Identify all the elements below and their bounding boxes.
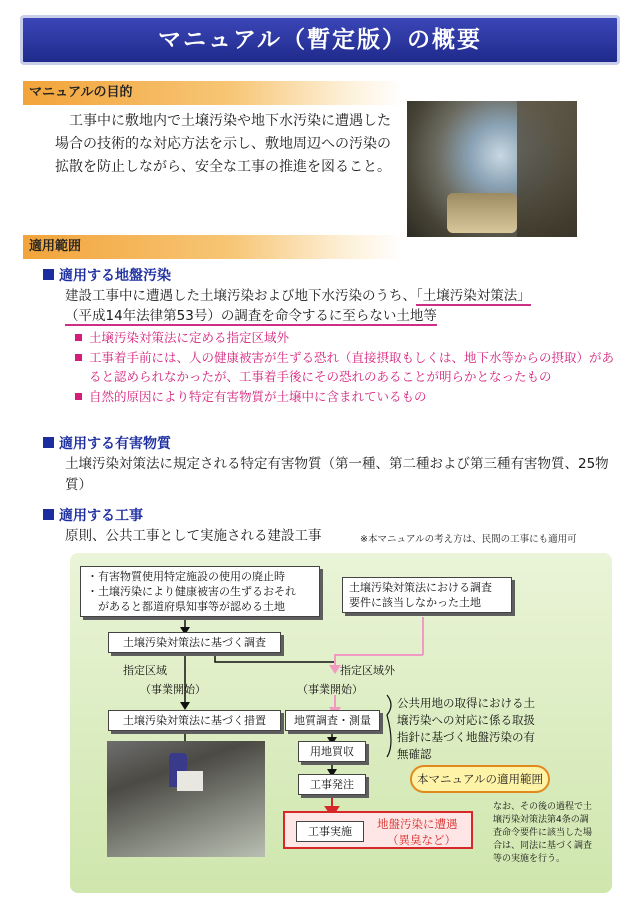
- subheading-works-label: 適用する工事: [59, 508, 143, 524]
- substance-text: 土壌汚染対策法に規定される特定有害物質（第一種、第二種および第三種有害物質、25物質）: [65, 456, 609, 493]
- flow-label-start-left: （事業開始）: [140, 683, 206, 696]
- footnote-line: 合は、同法に基づく調査: [493, 841, 593, 851]
- works-note: ※本マニュアルの考え方は、民間の工事にも適用可: [360, 534, 577, 545]
- flow-box-law-measures: 土壌汚染対策法に基づく措置: [108, 710, 281, 731]
- footnote: [493, 801, 608, 866]
- subheading-substance-label: 適用する有害物質: [59, 436, 171, 452]
- list-item: 自然的原因により特定有害物質が土壌中に含まれているもの: [75, 387, 615, 406]
- works-text: 原則、公共工事として実施される建設工事: [65, 528, 322, 544]
- page-title: マニュアル（暫定版）の概要: [20, 15, 620, 65]
- flow-box-land-acquisition: 用地買収: [298, 741, 366, 762]
- photo-sign: [177, 771, 203, 791]
- note-line: 公共用地の取得における土: [397, 696, 535, 710]
- footnote-line: なお、その後の過程で土: [493, 802, 593, 812]
- flow-box-line: 要件に該当しなかった土地: [349, 596, 481, 609]
- encounter-label-1: 地盤汚染に遭遇: [377, 817, 458, 831]
- flow-box-line: ・有害物質使用特定施設の使用の廃止時: [87, 570, 285, 583]
- flow-box-line: があると都道府県知事等が認める土地: [87, 600, 285, 613]
- note-line: 壌汚染への対応に係る取扱: [397, 713, 535, 727]
- manual-scope-callout: 本マニュアルの適用範囲: [410, 765, 550, 793]
- subheading-ground-label: 適用する地盤汚染: [59, 268, 171, 284]
- footnote-line: 等の実施を行う。: [493, 854, 566, 864]
- flow-box-abandoned-facilities: [80, 566, 320, 617]
- ground-line2-text: （平成14年法律第53号）の調査を命令するに至らない土地等: [65, 308, 437, 324]
- list-item: 工事着手前には、人の健康被害が生ずる恐れ（直接摂取もしくは、地下水等からの摂取）があると認められなかったが、工事着手後にその恐れのあることが明らかとなったもの: [75, 348, 615, 386]
- flow-box-execution: 工事実施: [296, 821, 364, 842]
- flow-box-line: ・土壌汚染により健康被害の生ずるおそれ: [87, 585, 296, 598]
- flow-box-nonqualifying-land: [342, 577, 512, 613]
- footnote-line: 査命令要件に該当した場: [493, 828, 593, 838]
- note-line: 無確認: [397, 747, 432, 761]
- list-item: 土壌汚染対策法に定める指定区域外: [75, 328, 615, 347]
- public-land-note: [397, 695, 557, 763]
- flow-label-non-designated: 指定区域外: [340, 664, 395, 677]
- footnote-line: 壌汚染対策法第4条の調: [493, 815, 589, 825]
- ground-law-highlight: 「土壌汚染対策法」: [416, 288, 531, 304]
- flow-box-line: 土壌汚染対策法における調査: [349, 581, 492, 594]
- encounter-label-2: （異臭など）: [387, 833, 456, 847]
- ground-line1-text: 建設工事中に遭遇した土壌汚染および地下水汚染のうち、: [65, 288, 416, 304]
- purpose-text: 工事中に敷地内で土壌汚染や地下水汚染に遭遇した場合の技術的な対応方法を示し、敷地周辺への汚染の拡散を防止しながら、安全な工事の推進を図ること。: [55, 113, 391, 175]
- page: [5, 5, 635, 900]
- section-header-purpose: マニュアルの目的: [23, 81, 403, 105]
- flow-label-start-right: （事業開始）: [297, 683, 363, 696]
- flow-label-designated: 指定区域: [123, 664, 167, 677]
- flow-box-ground-survey: 地質調査・測量: [285, 710, 380, 731]
- flow-box-law-survey: 土壌汚染対策法に基づく調査: [108, 632, 281, 653]
- flow-box-ordering: 工事発注: [298, 774, 366, 795]
- note-line: 指針に基づく地盤汚染の有: [397, 730, 535, 744]
- site-photo: [107, 741, 265, 857]
- section-header-scope: 適用範囲: [23, 235, 403, 259]
